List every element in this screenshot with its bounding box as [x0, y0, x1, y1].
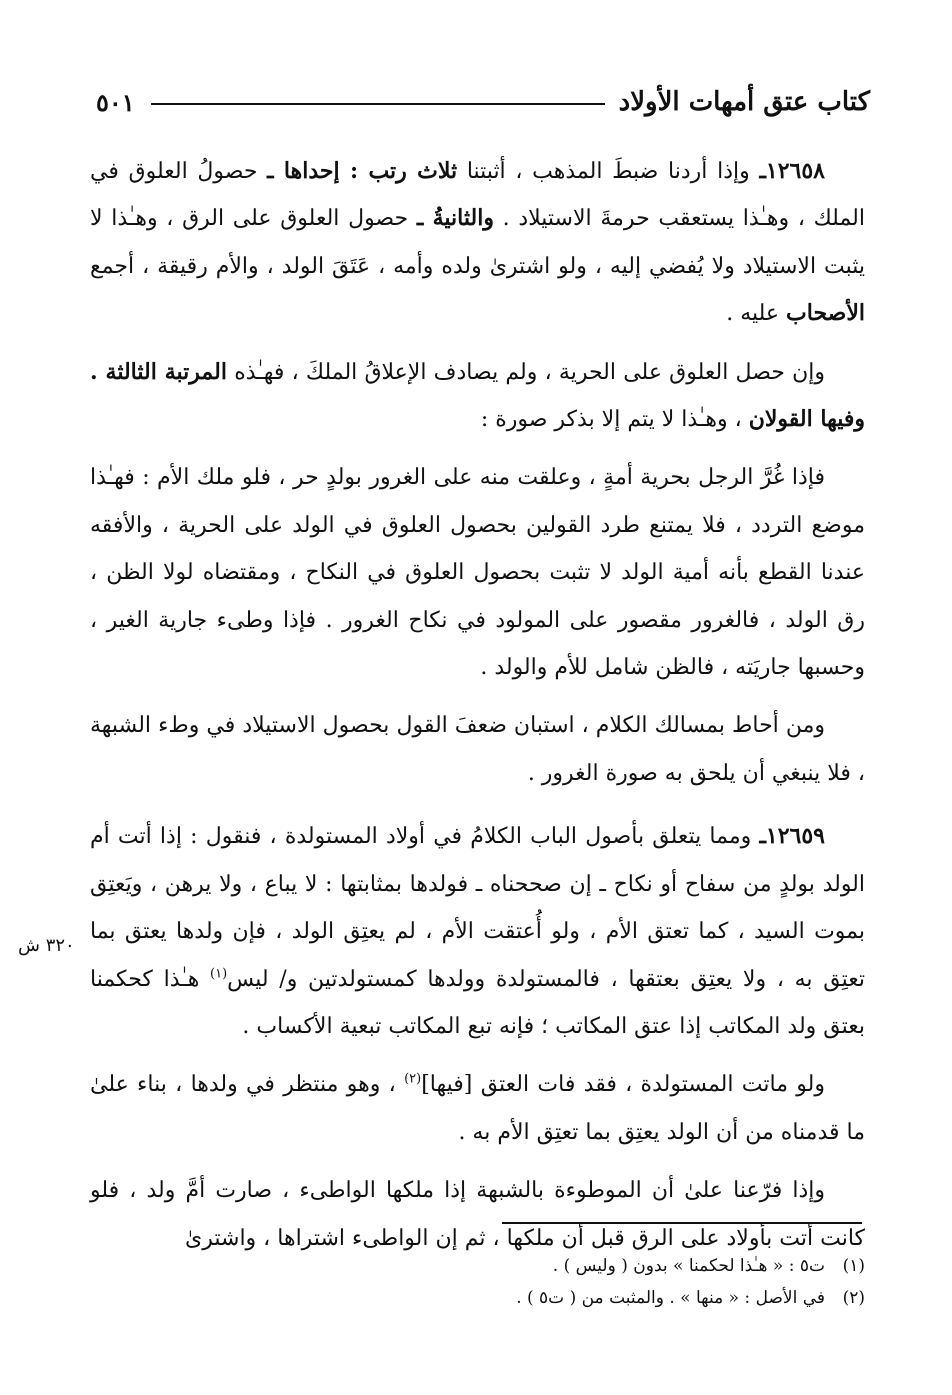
text-run: ولو ماتت المستولدة ، فقد فات العتق [فيها]: [421, 1072, 826, 1098]
text-run-bold: المرتبة الثالثة . وفيها القولان: [90, 358, 865, 433]
page-number: ٥٠١: [96, 87, 135, 117]
text-run-bold: ثلاث رتب : إحداها ـ: [267, 158, 458, 184]
footnote-2: [90, 1282, 865, 1314]
running-header: [96, 82, 870, 122]
text-run-bold: والثانيةُ ـ: [416, 205, 494, 232]
footnote-text: ت٥ : « هـٰذا لحكمنا » بدون ( وليس ) .: [552, 1256, 825, 1276]
main-text: [90, 148, 865, 1273]
section-number: ١٢٦٥٩ـ: [759, 823, 825, 850]
footnote-number: (٢): [842, 1288, 865, 1308]
footnote-1: [90, 1250, 865, 1282]
paragraph-doubt-intercourse: ومن أحاط بمسالك الكلام ، استبان ضعفَ القول بحصول الاستيلاد في وطء الشبهة ، فلا ينبغي أن يلحق به صورة الغرور .: [90, 713, 865, 786]
margin-folio-note: ٣٢٠ ش: [18, 935, 75, 956]
paragraph-doubtful-owned: وإذا فرّعنا علىٰ أن الموطوءة بالشبهة إذا ملكها الواطىء ، صارت أمَّ ولد ، فلو كانت أتت بأولاد على الرق قبل أن ملكها ، ثم إن الواطىء اشتراها ، واشترىٰ: [90, 1178, 865, 1251]
text-run: ، وهـٰذا لا يتم إلا بذكر صورة :: [480, 407, 749, 433]
footnote-number: (١): [842, 1256, 865, 1276]
paragraph-12658: [90, 148, 865, 338]
text-run: عليه .: [726, 301, 787, 327]
text-run-bold: الأصحاب: [786, 300, 865, 327]
text-run: ، وهو منتظر في ولدها ، بناء علىٰ ما قدمناه من أن الولد يعتِق بما تعتِق الأم به .: [90, 1072, 865, 1145]
text-run: وإن حصل العلوق على الحرية ، ولم يصادف الإعلاقُ الملكَ ، فهـٰذه: [226, 359, 825, 385]
footnote-ref-1[interactable]: (١): [210, 966, 228, 982]
header-rule: [151, 103, 605, 105]
footnote-ref-2[interactable]: (٢): [404, 1071, 422, 1087]
footnote-separator: [502, 1222, 862, 1224]
text-run: وإذا أردنا ضبطَ المذهب ، أثبتنا: [457, 159, 760, 184]
paragraph-deception: فإذا غُرَّ الرجل بحرية أمةٍ ، وعلقت منه على الغرور بولدٍ حر ، فلو ملك الأم : فهـٰذا موضع التردد ، فلا يمتنع طرد القولين بحصول العلوق في الولد على الحرية ، والأفقه عندنا القطع بأنه أمية الولد لا تثبت بحصول العلوق في النكاح ، ومقتضاه لولا الظن ، رق الولد ، فالغرور مقصور على المولود في نكاح الغرور . فإذا وطىء جارية الغير ، وحسبها جاريَته ، فالظن شامل للأم والولد .: [90, 465, 865, 681]
paragraph-death-of-mother: [90, 1061, 865, 1156]
footnotes: [90, 1250, 865, 1314]
section-number: ١٢٦٥٨ـ: [759, 158, 825, 184]
text-run: حصول العلوق على الرق ، وهـٰذا لا يثبت الاستيلاد ولا يُفضي إليه ، ولو اشترىٰ ولده وأمه ، عَتَقَ الولد ، والأم رقيقة ، أجمع: [90, 206, 865, 279]
paragraph-third-rank: [90, 349, 865, 444]
chapter-title: كتاب عتق أمهات الأولاد: [618, 87, 870, 117]
text-run: هـٰذا كحكمنا بعتق ولد المكاتب إذا عتق المكاتب ؛ فإنه تبع المكاتب تبعية الأكساب .: [90, 966, 865, 1039]
text-run: ومما يتعلق بأصول الباب الكلامُ في أولاد المستولدة ، فنقول : إذا أتت أم الولد بولدٍ من سفاح أو نكاح ـ إن صححناه ـ فولدها بمثابتها : لا يباع ، ولا يرهن ، ويَعتِق بموت السيد ، كما تعتق الأم ، ولو أُعتقت الأم ، لم يعتِق الولد ، فإن ولدها يعتق بما تعتِق به ، ولا يعتِق بعتقها ، فالمستولدة وولدها كمستولدتين و/ ليس: [90, 824, 865, 992]
paragraph-12659: [90, 813, 865, 1050]
text-run: حصولُ العلوق في الملك ، وهـٰذا يستعقب حرمةَ الاستيلاد .: [90, 159, 865, 232]
footnote-text: في الأصل : « منها » . والمثبت من ( ت٥ ) .: [516, 1288, 825, 1308]
